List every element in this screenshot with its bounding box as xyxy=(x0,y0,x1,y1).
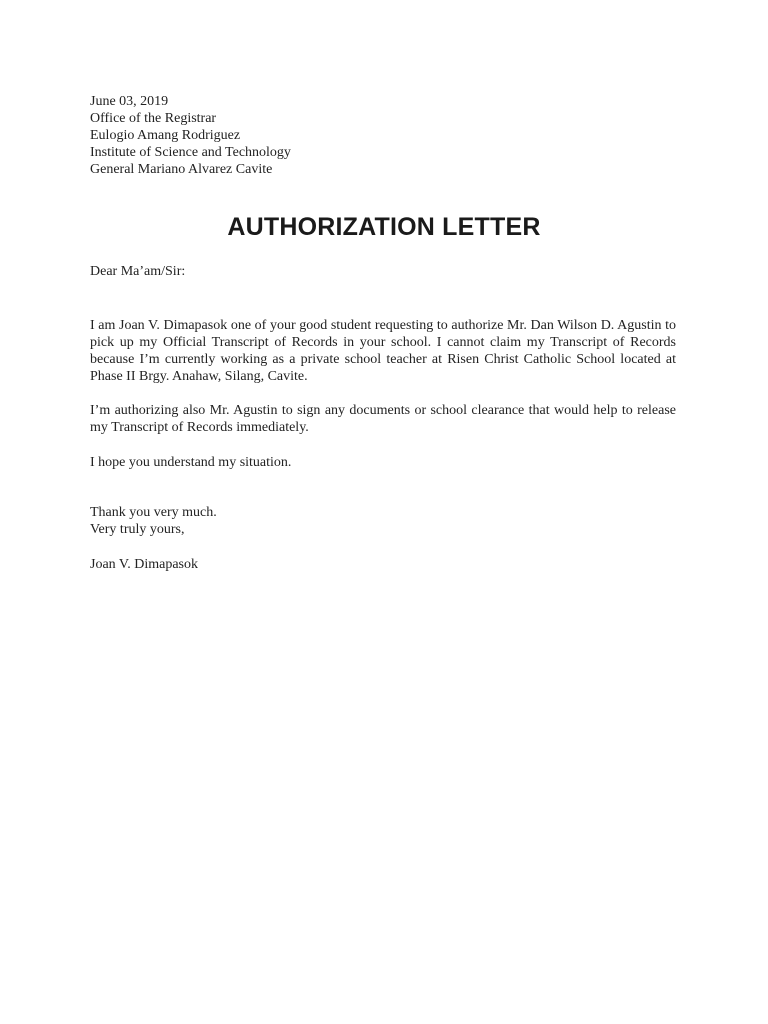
body-paragraph-2: I’m authorizing also Mr. Agustin to sign any documents or school clearance that would help to release my Transcript of Records immediately. xyxy=(90,403,676,435)
closing-valediction: Very truly yours, xyxy=(90,522,185,537)
recipient-institution-type: Institute of Science and Technology xyxy=(90,145,291,160)
body-paragraph-1: I am Joan V. Dimapasok one of your good student requesting to authorize Mr. Dan Wilson D. Agustin to pick up my Official Transcript of Records in your school. I cannot claim my Transcript of Records because I’m currently working as a private school teacher at Risen Christ Catholic School located at Phase II Brgy. Anahaw, Silang, Cavite. xyxy=(90,318,676,384)
recipient-location: General Mariano Alvarez Cavite xyxy=(90,162,273,177)
closing-block xyxy=(90,504,217,538)
recipient-office: Office of the Registrar xyxy=(90,111,217,126)
letter-date: June 03, 2019 xyxy=(90,94,169,109)
salutation: Dear Ma’am/Sir: xyxy=(90,264,186,279)
address-block xyxy=(90,93,291,178)
letter-title: AUTHORIZATION LETTER xyxy=(227,213,541,241)
recipient-institution-name: Eulogio Amang Rodriguez xyxy=(90,128,241,143)
closing-thanks: Thank you very much. xyxy=(90,505,217,520)
body-paragraph-3: I hope you understand my situation. xyxy=(90,455,292,470)
signature-name: Joan V. Dimapasok xyxy=(90,557,198,572)
